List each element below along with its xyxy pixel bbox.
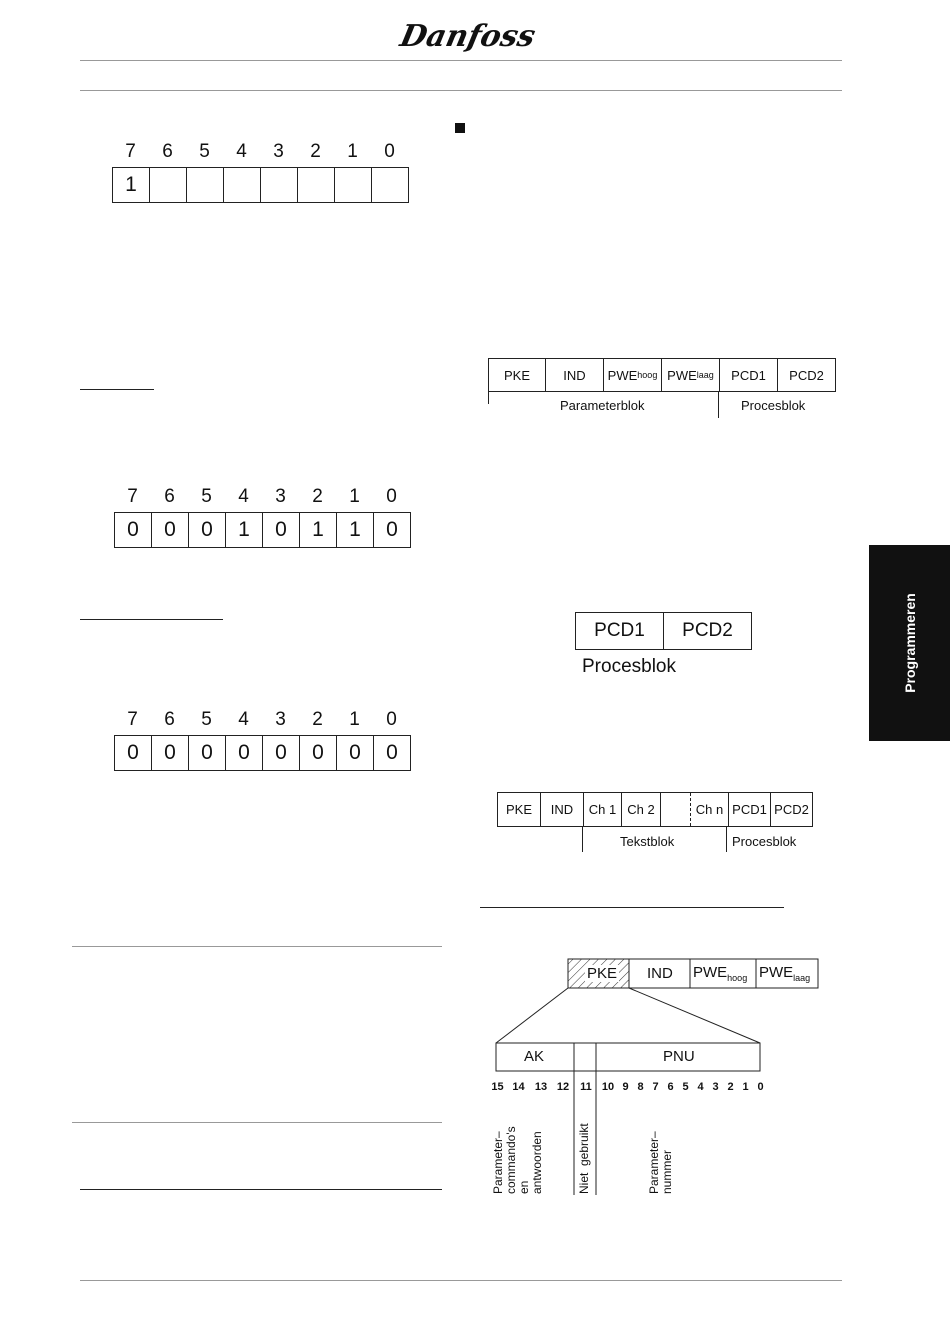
cell-pwe-hoog: $PWE_{hoog}$ xyxy=(693,964,748,983)
bit-cell xyxy=(298,168,335,202)
cell-pcd2: PCD2 xyxy=(682,620,733,641)
bit-cell: 0 xyxy=(189,736,226,770)
label-tekstblok: Tekstblok xyxy=(620,834,675,849)
bracket-line xyxy=(582,826,583,852)
bit-cell xyxy=(224,168,261,202)
cell-pke: PKE xyxy=(587,965,618,982)
bit-number: 7 xyxy=(127,709,138,730)
telegram-structure xyxy=(488,358,836,392)
bit-number: 5 xyxy=(201,486,212,507)
bit-number: 1 xyxy=(349,709,360,730)
cell-ind: IND xyxy=(546,359,604,391)
section-bullet xyxy=(455,123,465,133)
footer-rule xyxy=(80,1280,842,1281)
label-procesblok: Procesblok xyxy=(732,834,797,849)
cell-chn: Ch n xyxy=(691,793,729,826)
cell-pcd2: PCD2 xyxy=(789,367,824,383)
bitfield-1 xyxy=(112,167,409,203)
desc-ak: Parameter– commando's en antwoorden xyxy=(491,1126,544,1194)
cell-pwe-hoog: PWE hoog xyxy=(604,359,662,391)
cell-pke: PKE xyxy=(489,359,546,391)
cell-ind: IND xyxy=(647,965,673,982)
bit-header-row-3 xyxy=(114,709,410,731)
bit-number: 5 xyxy=(199,141,210,162)
cell-ch2: Ch 2 xyxy=(622,793,661,826)
bit-cell: 0 xyxy=(152,736,189,770)
bit-cell: 1 xyxy=(300,513,337,547)
bit-cell: 0 xyxy=(337,736,374,770)
label-procesblok: Procesblok xyxy=(741,398,806,413)
short-rule xyxy=(80,619,223,620)
cell-pke: PKE xyxy=(498,793,541,826)
bit-header-row-2 xyxy=(114,486,410,508)
bit-cell: 0 xyxy=(226,736,263,770)
bit-cell: 0 xyxy=(115,736,152,770)
bit-cell xyxy=(372,168,408,202)
pke-bit-numbers: 15 14 13 12 11 10 9 8 7 6 5 4 3 2 1 0 xyxy=(491,1081,764,1093)
bit-number: 3 xyxy=(275,486,286,507)
cell-pcd2: PCD2 xyxy=(774,802,809,817)
bit-number: 7 xyxy=(125,141,136,162)
bracket-line xyxy=(726,826,727,852)
bit-number: 5 xyxy=(201,709,212,730)
cell-pcd1: PCD1 xyxy=(720,359,778,391)
section-rule xyxy=(80,1189,442,1190)
section-rule xyxy=(72,1122,442,1123)
bit-number: 7 xyxy=(127,486,138,507)
bit-cell: 1 xyxy=(226,513,263,547)
bit-cell: 0 xyxy=(386,518,398,541)
bit-number: 3 xyxy=(273,141,284,162)
bit-cell xyxy=(261,168,298,202)
bit-cell xyxy=(335,168,372,202)
cell-pnu: PNU xyxy=(663,1048,695,1065)
label-procesblok-large: Procesblok xyxy=(582,656,676,677)
bit-number: 4 xyxy=(238,709,249,730)
bit-number: 6 xyxy=(164,709,175,730)
bit-number: 6 xyxy=(162,141,173,162)
bit-cell: 0 xyxy=(152,513,189,547)
bit-cell: 0 xyxy=(263,513,300,547)
cell-pwe-laag: PWE laag xyxy=(662,359,720,391)
cell-gap xyxy=(661,793,691,826)
bit-header-row-1 xyxy=(112,141,408,163)
bit-number: 4 xyxy=(238,486,249,507)
section-rule xyxy=(480,907,784,908)
bit-cell: 0 xyxy=(189,513,226,547)
section-rule xyxy=(72,946,442,947)
bit-number: 2 xyxy=(310,141,321,162)
cell-pcd1: PCD1 xyxy=(729,793,771,826)
bit-cell: 0 xyxy=(386,741,398,764)
bitfield-3 xyxy=(114,735,411,771)
short-rule xyxy=(80,389,154,390)
header-rule-bottom xyxy=(80,90,842,91)
bit-number: 1 xyxy=(347,141,358,162)
cell-ch1: Ch 1 xyxy=(584,793,622,826)
cell-ak: AK xyxy=(524,1048,545,1065)
bit-cell: 0 xyxy=(115,513,152,547)
bit-cell xyxy=(187,168,224,202)
cell-pcd1: PCD1 xyxy=(576,613,664,649)
svg-text:Danfoss: Danfoss xyxy=(397,19,539,54)
label-parameterblok: Parameterblok xyxy=(560,398,645,413)
bit-number: 6 xyxy=(164,486,175,507)
bit-number: 2 xyxy=(312,486,323,507)
bracket-line xyxy=(488,391,489,404)
chapter-tab-label: Programmeren xyxy=(901,593,918,693)
bitfield-2 xyxy=(114,512,411,548)
cell-pwe-laag: $PWE_{laag}$ xyxy=(759,964,811,983)
bit-number: 0 xyxy=(384,141,395,162)
cell-ind: IND xyxy=(541,793,584,826)
bit-cell: 0 xyxy=(263,736,300,770)
bracket-divider xyxy=(718,391,719,418)
chapter-tab xyxy=(869,545,950,741)
danfoss-logo xyxy=(397,12,539,56)
tekstblok-structure xyxy=(497,792,813,827)
bit-cell: 0 xyxy=(300,736,337,770)
bit-number: 2 xyxy=(312,709,323,730)
bit-number: 3 xyxy=(275,709,286,730)
bit-number: 0 xyxy=(386,486,397,507)
desc-niet-gebruikt: Niet gebruikt xyxy=(577,1123,591,1194)
bit-number: 1 xyxy=(349,486,360,507)
bit-cell: 1 xyxy=(113,168,150,202)
bit-number: 4 xyxy=(236,141,247,162)
header-rule-top xyxy=(80,60,842,61)
desc-pnu: Parameter– nummer xyxy=(647,1131,674,1194)
bit-number: 0 xyxy=(386,709,397,730)
bit-cell xyxy=(150,168,187,202)
bit-cell: 1 xyxy=(337,513,374,547)
procesblok-structure xyxy=(575,612,752,650)
